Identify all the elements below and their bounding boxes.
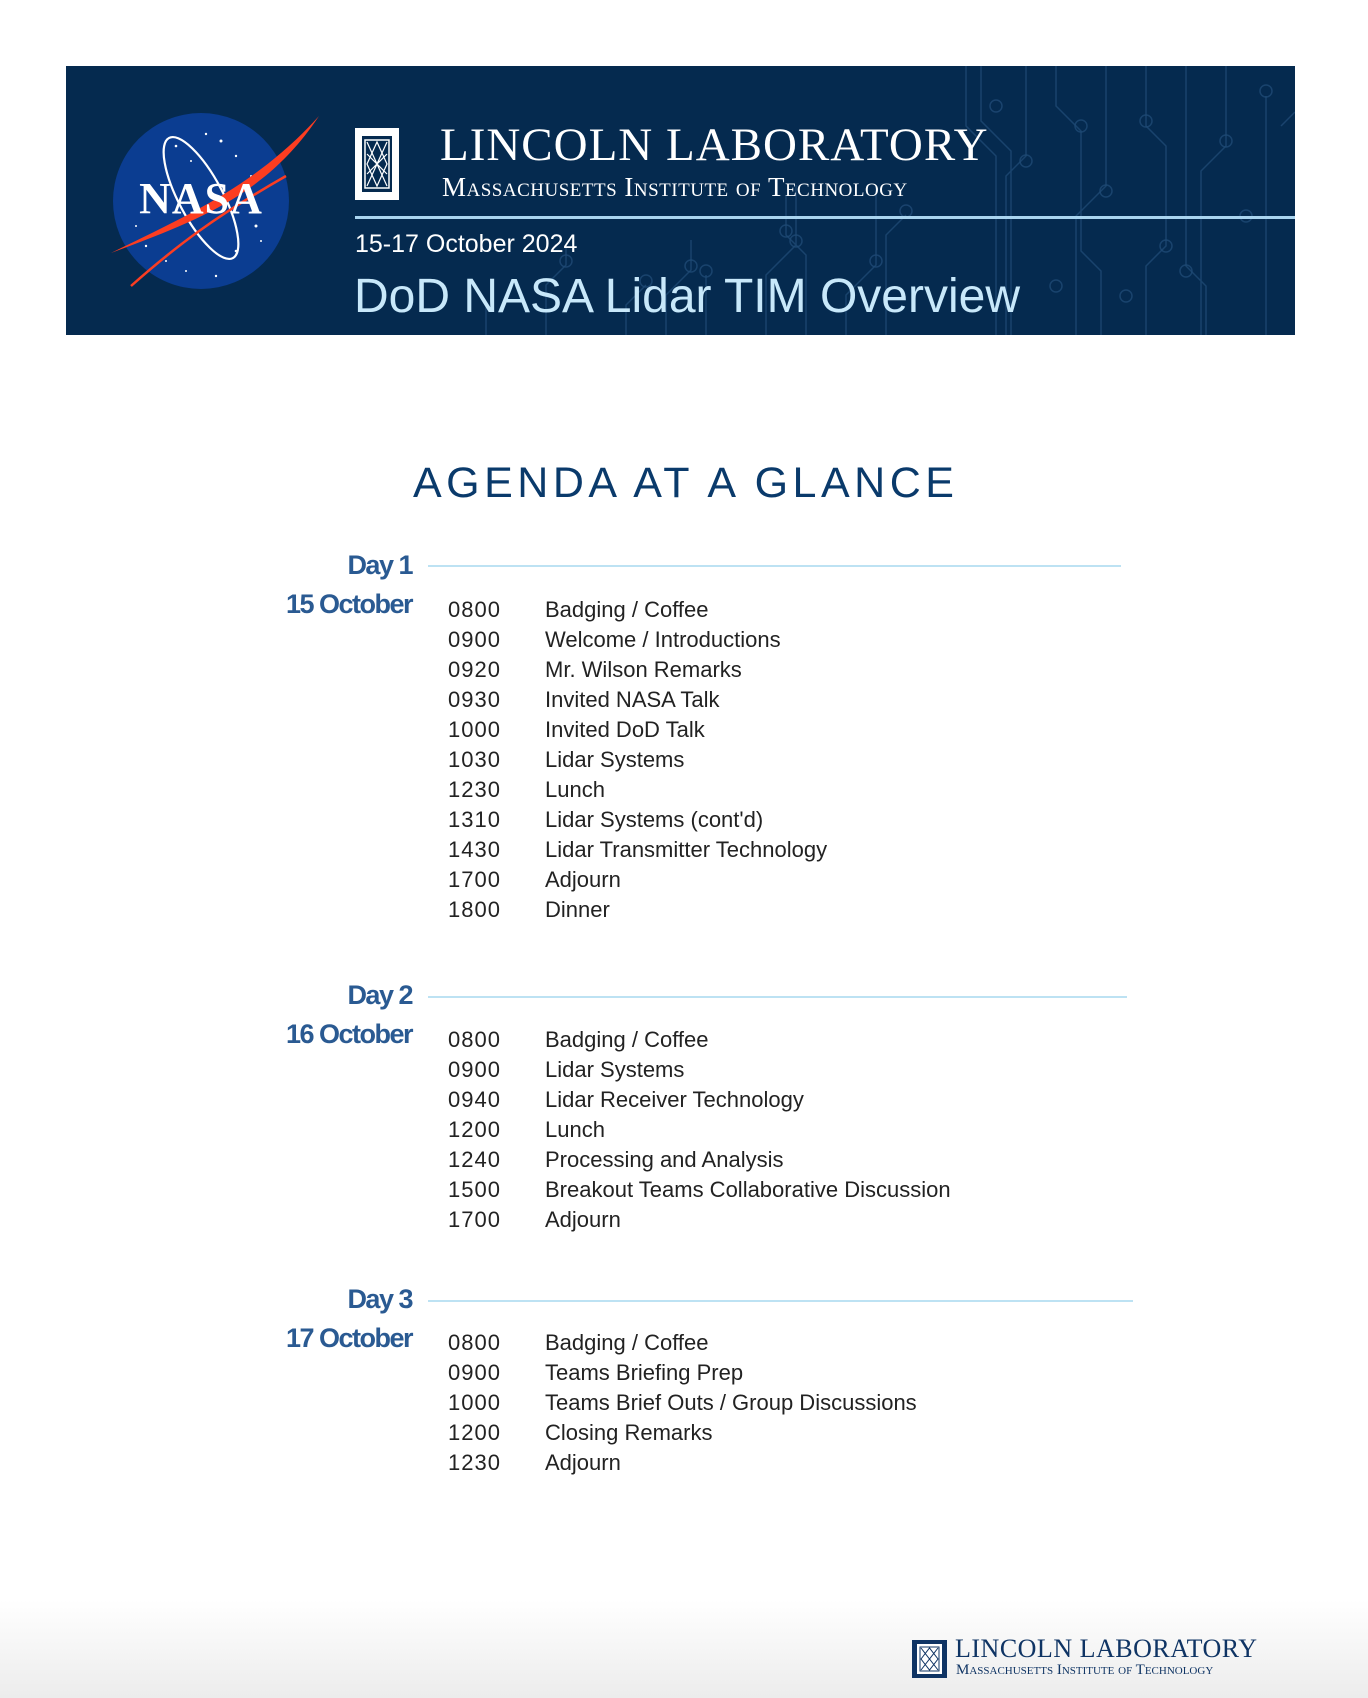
agenda-time: 0800 [448,1330,501,1355]
day-date: 16 October [285,1019,412,1049]
agenda-time: 0930 [448,687,501,712]
agenda-time: 1800 [448,897,501,922]
agenda-event: Closing Remarks [545,1420,713,1445]
agenda-event: Invited NASA Talk [545,687,720,712]
agenda-time: 1230 [448,1450,501,1475]
agenda-event: Lidar Transmitter Technology [545,837,828,862]
agenda-event: Lunch [545,777,605,802]
agenda-time: 0800 [448,597,501,622]
agenda-time: 1430 [448,837,501,862]
agenda-time: 1030 [448,747,501,772]
agenda-event: Teams Briefing Prep [545,1360,744,1385]
agenda-time: 0940 [448,1087,501,1112]
agenda-time: 0920 [448,657,501,682]
banner-divider [355,216,1295,219]
agenda-event: Dinner [545,897,610,922]
day-label: Day 1 [347,550,412,580]
lincoln-lab-logo-icon [355,128,399,200]
footer-org-subtitle: Massachusetts Institute of Technology [956,1662,1214,1678]
agenda-time: 0900 [448,627,501,652]
agenda-event: Welcome / Introductions [545,627,781,652]
footer-org-name: LINCOLN LABORATORY [955,1634,1258,1663]
org-subtitle: Massachusetts Institute of Technology [442,172,908,202]
day-label: Day 2 [347,980,412,1010]
footer-logo [912,1634,1302,1682]
agenda-time: 1000 [448,1390,501,1415]
agenda-time: 1700 [448,1207,501,1232]
org-name: LINCOLN LABORATORY [440,119,989,171]
agenda-event: Adjourn [545,1207,621,1232]
day-date: 17 October [285,1323,412,1353]
agenda-event: Lidar Systems [545,1057,685,1082]
agenda-time: 1200 [448,1117,501,1142]
day-divider [428,1300,1133,1302]
agenda-title: AGENDA AT A GLANCE [413,459,959,507]
header-banner [66,66,1295,335]
svg-text:NASA: NASA [139,174,263,223]
agenda-event: Invited DoD Talk [545,717,705,742]
agenda-event: Lidar Systems [545,747,685,772]
lincoln-lab-logo-icon [912,1640,947,1678]
agenda-event: Breakout Teams Collaborative Discussion [545,1177,951,1202]
agenda-event: Badging / Coffee [545,1027,709,1052]
agenda-time: 0900 [448,1360,501,1385]
event-dates: 15-17 October 2024 [355,230,578,258]
agenda-event: Lidar Systems (cont'd) [545,807,764,832]
agenda-event: Lunch [545,1117,605,1142]
day-divider [428,996,1127,998]
agenda-event: Mr. Wilson Remarks [545,657,742,682]
agenda-time: 1700 [448,867,501,892]
agenda-time: 1200 [448,1420,501,1445]
agenda-time: 0900 [448,1057,501,1082]
agenda-time: 1310 [448,807,501,832]
agenda-event: Badging / Coffee [545,597,709,622]
agenda-time: 0800 [448,1027,501,1052]
agenda-event: Badging / Coffee [545,1330,709,1355]
agenda-event: Adjourn [545,1450,621,1475]
day-divider [428,565,1121,567]
agenda-event: Processing and Analysis [545,1147,784,1172]
agenda-event: Teams Brief Outs / Group Discussions [545,1390,917,1415]
day-date: 15 October [285,589,412,619]
agenda-time: 1230 [448,777,501,802]
event-title: DoD NASA Lidar TIM Overview [354,270,1020,323]
agenda-time: 1000 [448,717,501,742]
agenda-time: 1500 [448,1177,501,1202]
day-label: Day 3 [347,1284,412,1314]
agenda-event: Lidar Receiver Technology [545,1087,804,1112]
agenda-time: 1240 [448,1147,501,1172]
nasa-meatball-logo [106,106,336,296]
agenda-event: Adjourn [545,867,621,892]
